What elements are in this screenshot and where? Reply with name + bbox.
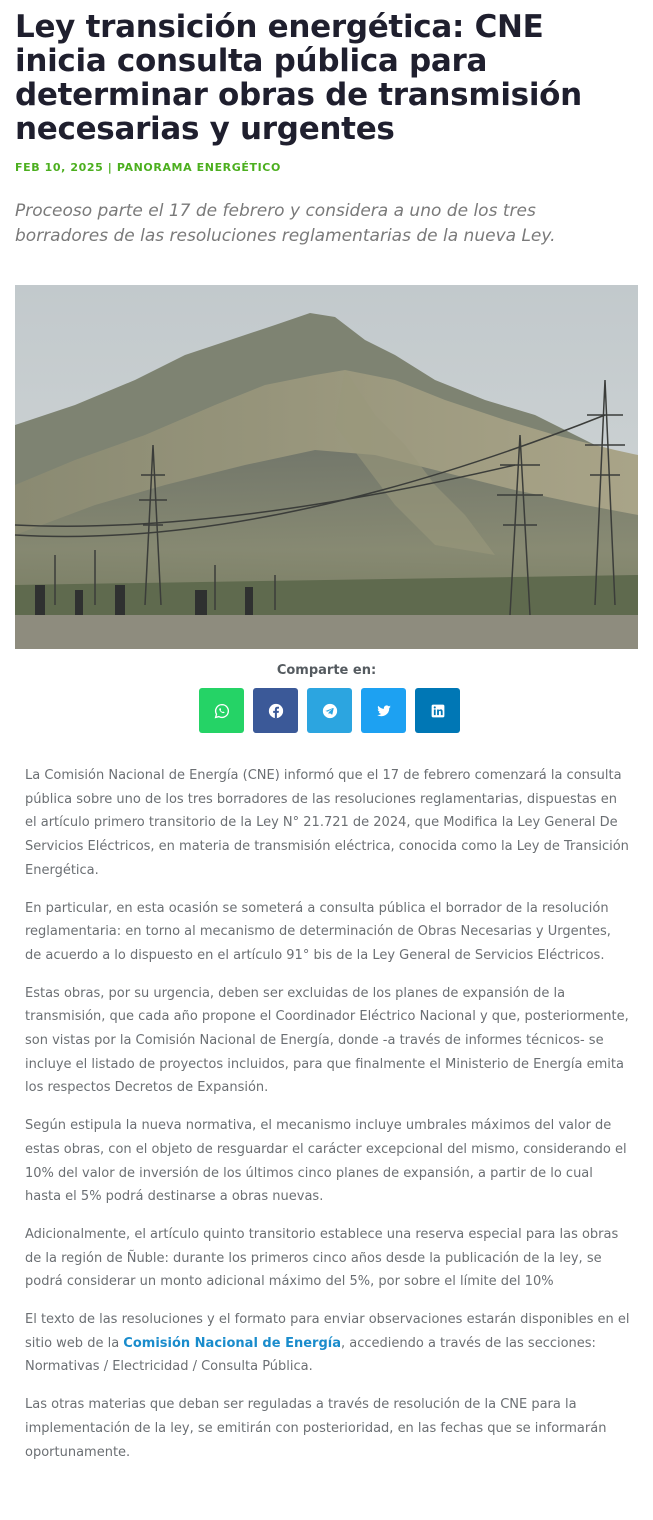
- share-whatsapp-button[interactable]: [199, 688, 244, 733]
- article-body: [25, 764, 630, 1478]
- share-facebook-button[interactable]: [253, 688, 298, 733]
- paragraph-text: , accediendo a través de las secciones: Normativas / Electricidad / Consulta Pública.: [25, 1335, 596, 1375]
- share-telegram-button[interactable]: [307, 688, 352, 733]
- facebook-icon: [267, 702, 285, 720]
- share-twitter-button[interactable]: [361, 688, 406, 733]
- article-paragraph: En particular, en esta ocasión se someterá a consulta pública el borrador de la resolución reglamentaria: en torno al mecanismo de determinación de Obras Necesarias y Urgentes, de acuerdo a lo dispuesto en el artículo 91° bis de la Ley General de Servicios Eléctricos.: [25, 900, 611, 963]
- article-lead: Proceoso parte el 17 de febrero y considera a uno de los tres borradores de las resoluciones reglamentarias de la nueva Ley.: [15, 201, 556, 246]
- article-paragraph: La Comisión Nacional de Energía (CNE) informó que el 17 de febrero comenzará la consulta pública sobre uno de los tres borradores de las resoluciones reglamentarias, dispuestas en el artículo primero transitorio de la Ley N° 21.721 de 2024, que Modifica la Ley General De Servicios Eléctricos, en materia de transmisión eléctrica, conocida como la Ley de Transición Energética.: [25, 768, 629, 878]
- telegram-icon: [321, 702, 339, 720]
- article-paragraph: Adicionalmente, el artículo quinto transitorio establece una reserva especial para las obras de la región de Ñuble: durante los primeros cinco años desde la publicación de la ley, se podrá considerar un monto adicional máximo del 5%, por sobre el límite del 10%: [25, 1226, 619, 1290]
- mountain-landscape-illustration: [15, 285, 638, 649]
- article-meta[interactable]: FEB 10, 2025 | PANORAMA ENERGÉTICO: [15, 161, 281, 174]
- twitter-icon: [375, 702, 393, 720]
- paragraph-text: El texto de las resoluciones y el formato para enviar observaciones estarán disponibles en el sitio web de la: [25, 1312, 630, 1351]
- hero-image: [15, 285, 638, 649]
- article-paragraph: Estas obras, por su urgencia, deben ser excluidas de los planes de expansión de la transmisión, que cada año propone el Coordinador Eléctrico Nacional y que, posteriormente, son vistas por la Comisión Nacional de Energía, donde -a través de informes técnicos- se incluye el listado de proyectos incluidos, para que finalmente el Ministerio de Energía emita los respectos Decretos de Expansión.: [25, 985, 629, 1096]
- article-paragraph: Las otras materias que deban ser reguladas a través de resolución de la CNE para la implementación de la ley, se emitirán con posterioridad, en las fechas que se informarán oportunamente.: [25, 1397, 607, 1460]
- whatsapp-icon: [213, 702, 231, 720]
- cne-website-link[interactable]: Comisión Nacional de Energía: [123, 1335, 341, 1351]
- share-linkedin-button[interactable]: [415, 688, 460, 733]
- article-paragraph: Según estipula la nueva normativa, el mecanismo incluye umbrales máximos del valor de estas obras, con el objeto de resguardar el carácter excepcional del mismo, considerando el 10% del valor de inversión de los últimos cinco planes de expansión, a partir de lo cual hasta el 5% podrá destinarse a obras nuevas.: [25, 1118, 627, 1205]
- article-paragraph: [25, 1308, 630, 1379]
- share-label: Comparte en:: [276, 663, 377, 678]
- share-buttons: [199, 688, 460, 733]
- linkedin-icon: [429, 702, 447, 720]
- article-title: Ley transición energética: CNE inicia consulta pública para determinar obras de transmisión necesarias y urgentes: [15, 9, 582, 147]
